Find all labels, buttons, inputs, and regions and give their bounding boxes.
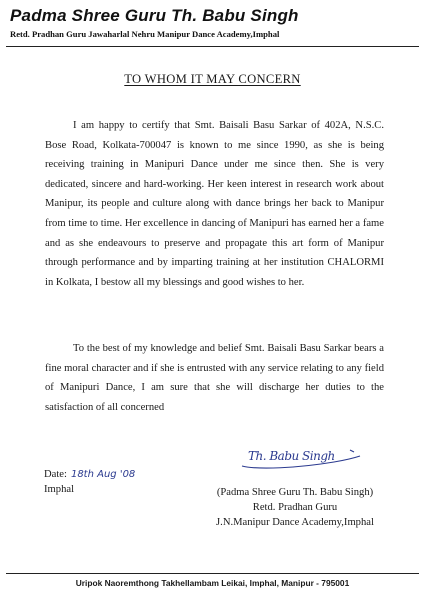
signatory-name: (Padma Shree Guru Th. Babu Singh): [216, 487, 374, 498]
document-heading: TO WHOM IT MAY CONCERN: [124, 72, 301, 86]
letterhead-subtitle: Retd. Pradhan Guru Jawaharlal Nehru Manipur Dance Academy,Imphal: [10, 29, 280, 39]
paragraph-2: To the best of my knowledge and belief Smt. Baisali Basu Sarkar bears a fine moral character and if she is entrusted with any service relating to any field of Manipuri Dance, I am sure that she will discharge her duties to the satisfaction of all concerned: [45, 343, 384, 413]
footer-rule: [6, 573, 419, 574]
signatory-title: Retd. Pradhan Guru: [252, 502, 338, 513]
date-label: Date:: [44, 469, 67, 480]
signature-handwritten: Th. Babu Singh: [248, 449, 335, 463]
date-place: Imphal: [44, 484, 75, 495]
date-block: [44, 467, 135, 497]
paragraph-1: I am happy to certify that Smt. Baisali Basu Sarkar of 402A, N.S.C. Bose Road, Kolkata-700047 is known to me since 1990, as she is being receiving training in Manipuri Dance under me since then. She is very dedicated, sincere and hard-working. Her keen interest in research work about Manipur, its people and culture along with dance brings her back to Manipur from time to time. Her excellence in dancing of Manipuri has earned her a fame and as she endeavours to preserve and propagate this art form of Manipur through performance and by imparting training at her institution CHALORMI in Kolkata, I bestow all my blessings and good wishes to her.: [45, 120, 384, 288]
signature-block: [200, 485, 390, 530]
date-value: 18th Aug '08: [70, 469, 136, 480]
signatory-institution: J.N.Manipur Dance Academy,Imphal: [216, 517, 374, 528]
letterhead-name: Padma Shree Guru Th. Babu Singh: [10, 6, 299, 25]
letterhead-rule: [6, 46, 419, 47]
footer-address: Uripok Naoremthong Takhellambam Leikai, Imphal, Manipur - 795001: [75, 578, 350, 588]
